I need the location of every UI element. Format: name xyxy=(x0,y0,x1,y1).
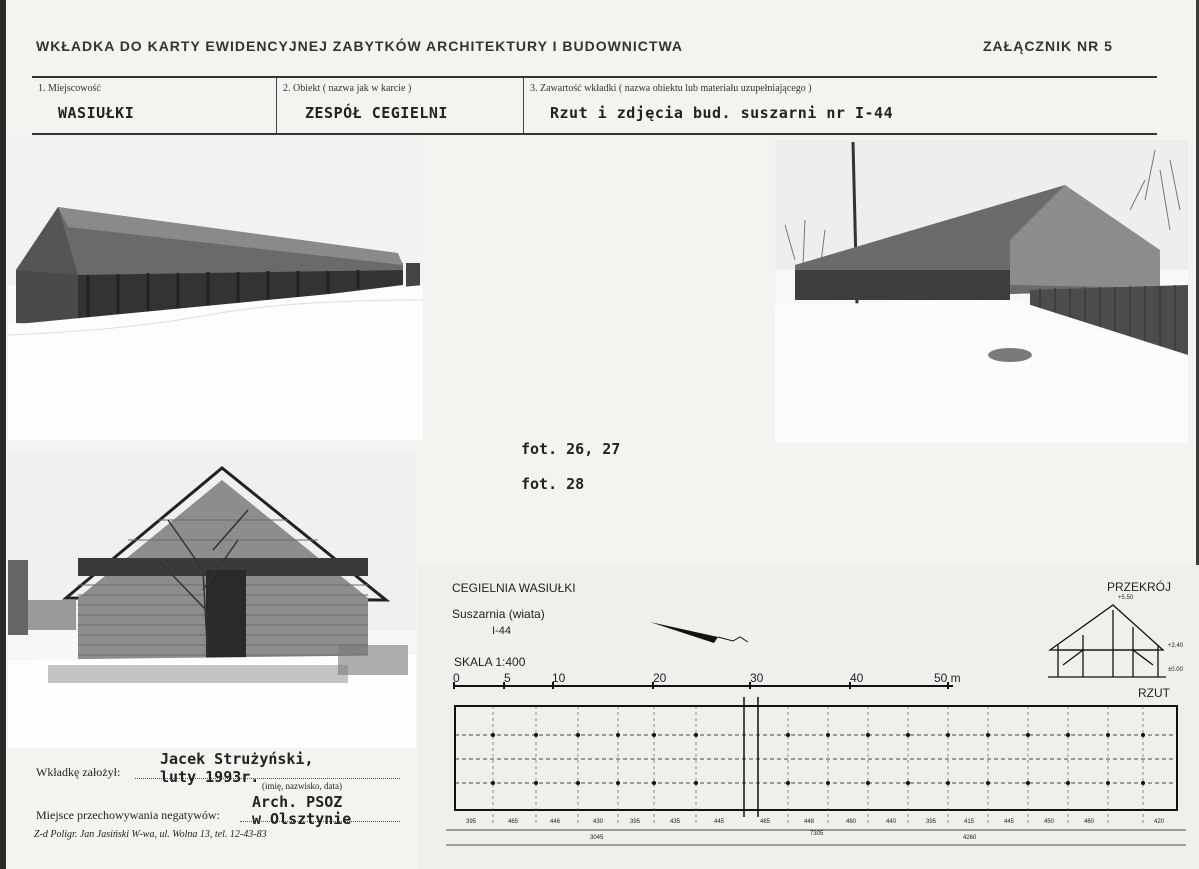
photo-caption-1: fot. 26, 27 xyxy=(521,440,621,458)
north-arrow-icon xyxy=(650,622,748,643)
bay-dim-17: 420 xyxy=(1154,819,1165,825)
founder-name: Jacek Strużyński, xyxy=(160,750,314,768)
bay-dim-10: 460 xyxy=(846,819,857,825)
photo-barn-with-fence xyxy=(775,140,1188,443)
scale-bar xyxy=(454,682,953,689)
bay-dim-2: 465 xyxy=(508,819,519,825)
scale-tick-50: 50 m xyxy=(934,671,961,685)
plan-columns xyxy=(493,706,1143,825)
storage-line-1: Arch. PSOZ xyxy=(252,793,343,811)
attachment-number: ZAŁĄCZNIK NR 5 xyxy=(983,38,1113,54)
storage-label: Miejsce przechowywania negatywów: xyxy=(36,808,220,822)
bay-dim-11: 440 xyxy=(886,819,897,825)
total-dim-overall: 7305 xyxy=(810,831,824,837)
section-dim-240: +2.40 xyxy=(1168,643,1184,649)
total-dim-right: 4260 xyxy=(963,835,977,841)
bay-dim-9: 448 xyxy=(804,819,815,825)
object-value: ZESPÓŁ CEGIELNI xyxy=(305,104,448,122)
scale-tick-40: 40 xyxy=(850,671,864,685)
section-dim-0: ±0.00 xyxy=(1168,667,1183,673)
total-dim-left: 3045 xyxy=(590,835,604,841)
bay-dim-4: 430 xyxy=(593,819,604,825)
printer-imprint: Z-d Poligr. Jan Jasiński W-wa, ul. Wolna 13, tel. 12-43-83 xyxy=(34,829,267,840)
storage-line-2: w Olsztynie xyxy=(252,810,352,828)
scale-tick-30: 30 xyxy=(750,671,764,685)
locality-value: WASIUŁKI xyxy=(58,104,135,122)
section-label: PRZEKRÓJ xyxy=(1107,580,1172,594)
plan-subtitle: Suszarnia (wiata) xyxy=(452,607,545,621)
section-dim-550: +5.50 xyxy=(1118,595,1134,601)
founder-label: Wkładkę założył: xyxy=(36,765,121,779)
content-value: Rzut i zdjęcia bud. suszarni nr I-44 xyxy=(550,104,894,122)
bay-dim-13: 415 xyxy=(964,819,975,825)
content-label: 3. Zawartość wkładki ( nazwa obiektu lub materiału uzupełniającego ) xyxy=(530,83,812,94)
scale-tick-10: 10 xyxy=(552,671,566,685)
bay-dim-1: 395 xyxy=(466,819,477,825)
bay-dim-8: 465 xyxy=(760,819,771,825)
card-left-edge xyxy=(0,0,6,869)
field-divider-1 xyxy=(276,77,277,133)
bay-dim-12: 395 xyxy=(926,819,937,825)
cross-section-drawing xyxy=(1048,605,1166,677)
object-label: 2. Obiekt ( nazwa jak w karcie ) xyxy=(283,83,412,94)
bay-dim-16: 460 xyxy=(1084,819,1095,825)
locality-label: 1. Miejscowość xyxy=(38,83,101,94)
bay-dim-7: 445 xyxy=(714,819,725,825)
scale-tick-20: 20 xyxy=(653,671,667,685)
founder-hint: (imię, nazwisko, data) xyxy=(262,781,342,791)
founder-date: luty 1993r. xyxy=(160,768,260,786)
field-divider-2 xyxy=(523,77,524,133)
bay-dim-14: 445 xyxy=(1004,819,1015,825)
photo-long-shed xyxy=(8,135,423,440)
plan-drawing xyxy=(418,565,1199,869)
bay-dim-3: 446 xyxy=(550,819,561,825)
scale-tick-5: 5 xyxy=(504,671,511,685)
bay-dim-15: 450 xyxy=(1044,819,1055,825)
form-title: WKŁADKA DO KARTY EWIDENCYJNEJ ZABYTKÓW ARCHITEKTURY I BUDOWNICTWA xyxy=(36,38,684,54)
plan-title: CEGIELNIA WASIUŁKI xyxy=(452,581,576,595)
plan-number: I-44 xyxy=(492,625,511,637)
plan-view-label: RZUT xyxy=(1138,686,1170,700)
photo-gable-end xyxy=(8,450,416,748)
photo-caption-2: fot. 28 xyxy=(521,475,585,493)
header-rule-top xyxy=(32,76,1157,78)
bay-dim-6: 435 xyxy=(670,819,681,825)
bay-dim-5: 395 xyxy=(630,819,641,825)
scale-tick-0: 0 xyxy=(453,671,460,685)
plan-scale: SKALA 1:400 xyxy=(454,655,526,669)
